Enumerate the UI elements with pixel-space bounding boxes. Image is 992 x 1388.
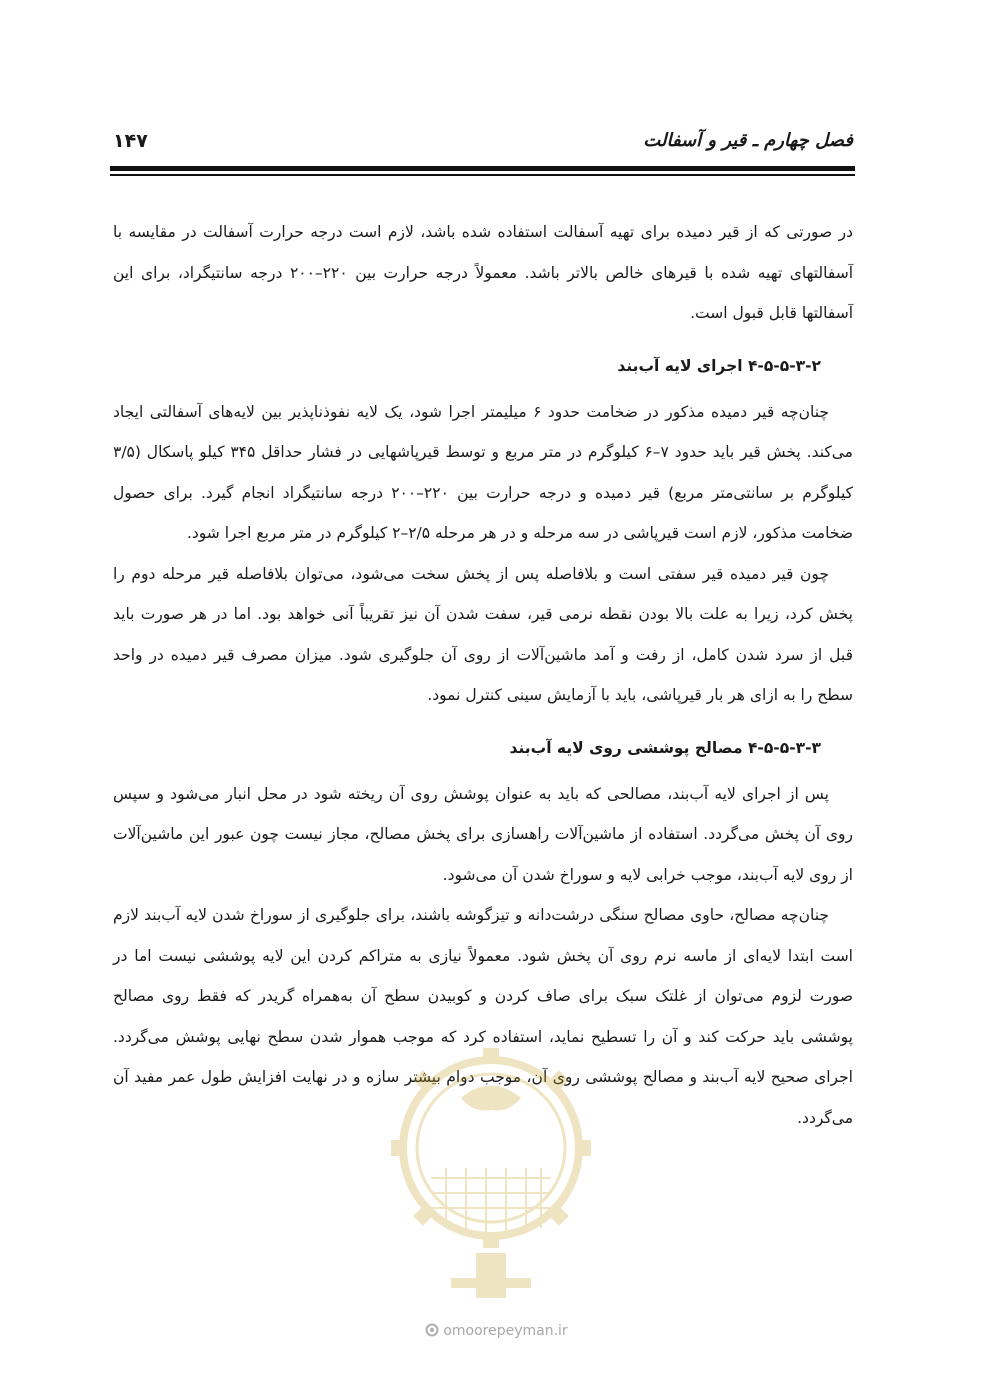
watermark-url-text: omoorepeyman.ir: [443, 1323, 568, 1339]
page-header: [113, 128, 853, 160]
section-heading-waterproof-layer: ۴-۵-۵-۳-۲ اجرای لایه آب‌بند: [617, 356, 821, 375]
paragraph-3: چون قیر دمیده قیر سفتی است و بلافاصله پس از پخش سخت می‌شود، می‌توان بلافاصله قیر مرحله دوم را پخش کرد، زیرا به علت بالا بودن نقطه نرمی قیر، سفت شدن آن نیز تقریباً آنی خواهد بود. اما در هر صورت باید قبل از سرد شدن کامل، از رفت و آمد ماشین‌آلات از روی آن جلوگیری شود. میزان مصرف قیر دمیده در واحد سطح را به ازای هر بار قیرپاشی، باید با آزمایش سینی کنترل نمود.: [113, 564, 853, 704]
watermark-url: [0, 1322, 992, 1339]
header-rule-thick: [110, 166, 855, 171]
page-body: [113, 212, 853, 1138]
paragraph-2: چنان‌چه قیر دمیده مذکور در ضخامت حدود ۶ میلیمتر اجرا شود، یک لایه نفوذناپذیر بین لایه‌های آسفالتی ایجاد می‌کند. پخش قیر باید حدود ۷–۶ کیلوگرم در متر مربع و توسط قیرپاشهایی در فشار حداقل ۳۴۵ کیلو پاسکال (۳/۵ کیلوگرم بر سانتی‌متر مربع) قیر دمیده و درجه حرارت بین ۲۲۰–۲۰۰ درجه سانتیگراد انجام گیرد. برای حصول ضخامت مذکور، لازم است قیرپاشی در سه مرحله و در هر مرحله ۲/۵–۲ کیلوگرم در متر مربع اجرا شود.: [113, 402, 853, 542]
paragraph-5: چنان‌چه مصالح، حاوی مصالح سنگی درشت‌دانه و تیزگوشه باشند، برای جلوگیری از سوراخ شدن لایه آب‌بند لازم است ابتدا لایه‌ای از ماسه نرم روی آن پخش شود. معمولاً نیازی به متراکم کردن این لایه پوششی نیست اما در صورت لزوم می‌توان از غلتک سبک برای صاف کردن و کوبیدن سطح آن به‌همراه گریدر که فقط روی مصالح پوششی باید حرکت کند و آن را تسطیح نماید، استفاده کرد که موجب هموار شدن سطح نهایی پوشش می‌گردد. اجرای صحیح لایه آب‌بند و مصالح پوششی روی آن، موجب دوام بیشتر سازه و در نهایت افزایش طول عمر مفید آن می‌گردد.: [113, 906, 853, 1127]
paragraph-4: پس از اجرای لایه آب‌بند، مصالحی که باید به عنوان پوشش روی آن ریخته شود در محل انبار می‌شود و سپس روی آن پخش می‌گردد. استفاده از ماشین‌آلات راهسازی برای پخش مصالح، مجاز نیست چون عبور این ماشین‌آلات از روی لایه آب‌بند، موجب خرابی لایه و سوراخ شدن آن می‌شود.: [113, 784, 853, 884]
paragraph-1: در صورتی که از قیر دمیده برای تهیه آسفالت استفاده شده باشد، لازم است درجه حرارت آسفالت در مقایسه با آسفالتهای تهیه شده با قیرهای خالص بالاتر باشد. معمولاً درجه حرارت بین ۲۲۰–۲۰۰ درجه سانتیگراد، برای این آسفالتها قابل قبول است.: [113, 223, 853, 322]
section-heading-cover-materials: ۴-۵-۵-۳-۳ مصالح پوششی روی لایه آب‌بند: [509, 738, 821, 757]
gear-icon: [424, 1322, 440, 1338]
page-number: ۱۴۷: [113, 130, 148, 152]
header-rule-thin: [110, 174, 855, 176]
chapter-title: فصل چهارم ـ قیر و آسفالت: [643, 130, 853, 151]
